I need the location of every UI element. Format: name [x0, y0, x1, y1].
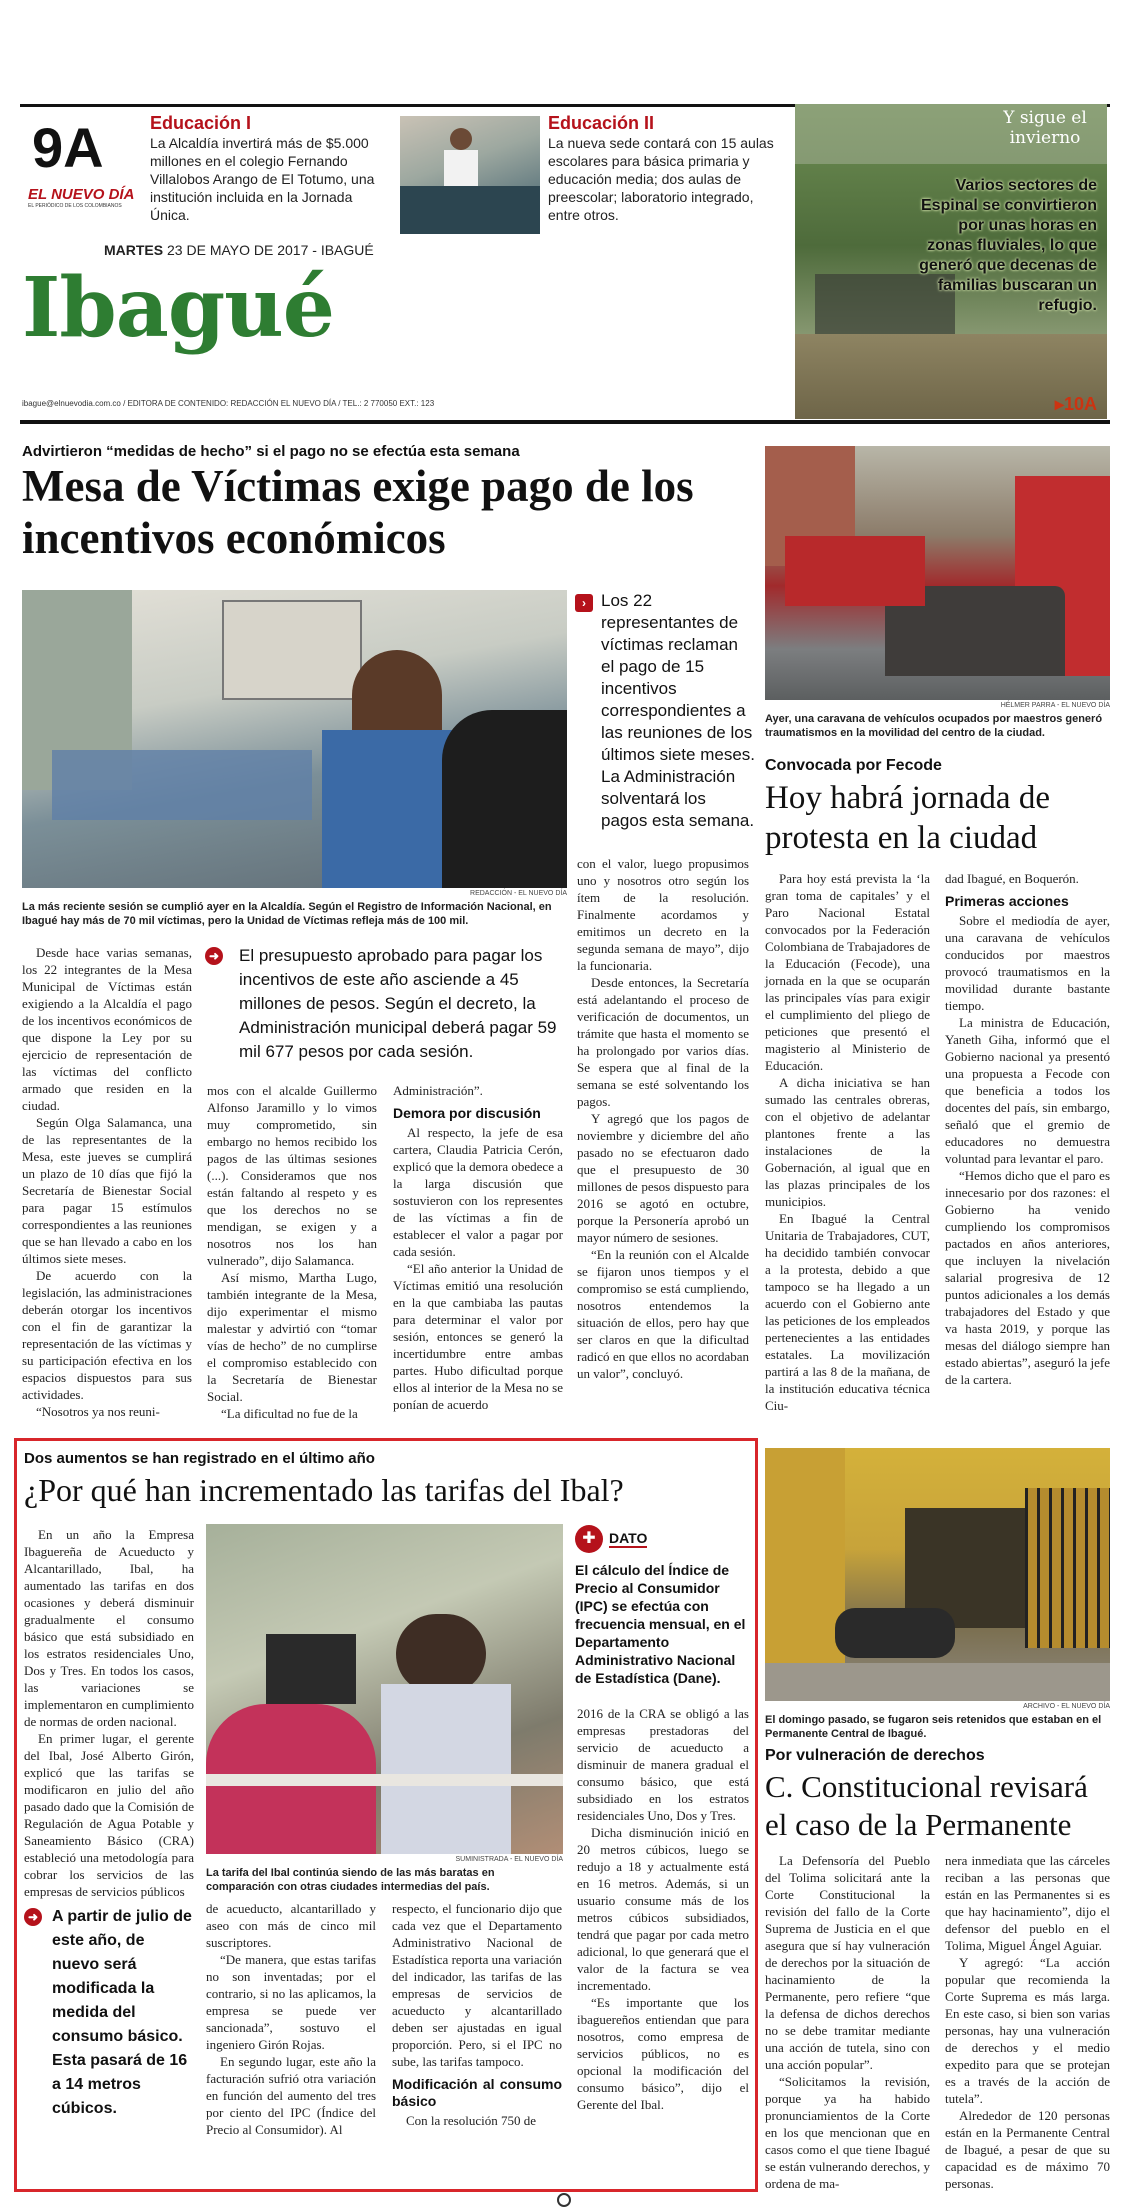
story3-photo-credit: SUMINISTRADA - EL NUEVO DÍA: [455, 1856, 563, 1863]
side-teaser[interactable]: [795, 104, 1107, 419]
date-line: MARTES 23 DE MAYO DE 2017 - IBAGUÉ: [104, 242, 374, 258]
story2-column-2: dad Ibagué, en Boquerón. Primeras acciones Sobre el mediodía de ayer, una caravana de vehículos conducidos por maestros provocó traumatismos en la movilidad durante bastante tiempo. La ministra de Educación, Yaneth Giha, informó que el Gobierno nacional ya presentó una propuesta a Fecode con que beneficia a todos los docentes del país, sin embargo, señaló que el gremio de educadores no demuestra voluntad para levantar el paro. “Hemos dicho que el paro es innecesario por dos razones: el Gobierno ha venido cumpliendo los compromisos pactados en años anteriores, que incluyen la nivelación salarial progresiva de 12 puntos adicionales a los demás trabajadores del Estado y que va hasta 2019, y porque las mesas del diálogo siempre han estado abiertas”, aseguró la jefe de la cartera.: [945, 871, 1110, 1387]
story2-photo-credit: HÉLMER PARRA - EL NUEVO DÍA: [1000, 702, 1110, 709]
dato-label: DATO: [609, 1530, 648, 1546]
story1-column-4: con el valor, luego propusimos uno y nosotros otro según los ítem de la resolución. Finalmente acordamos y emitimos un decreto en la segunda semana de mayo”, dijo la funcionaria. Desde entonces, la Secretaría está adelantando el proceso de verificación de documentos, un trámite que hasta el momento se ha prolongado por varios días. Se espera que al final de la semana se esté solventando los pagos. Y agregó que los pagos de noviembre y diciembre del año pasado no se efectuaron dado que el presupuesto de 30 millones de pesos dispuesto para 2016 se agotó en octubre, porque la Personería aprobó un mayor número de sesiones. “En la reunión con el Alcalde se fijaron unos tiempos y el compromiso se está cumpliendo, nosotros entendemos la situación de ellos, pero hay que ser claros en que la dificultad radicó en que ellos no acordaban un valor”, concluyó.: [577, 856, 749, 1381]
story3-photo: [206, 1524, 563, 1854]
story2-kicker: Convocada por Fecode: [765, 757, 942, 774]
story4-photo-credit: ARCHIVO - EL NUEVO DÍA: [1023, 1703, 1110, 1710]
story1-highlight: › Los 22 representantes de víctimas reclaman el pago de 15 incentivos correspondientes a las reuniones de los últimos siete meses. La Administración solventará los pagos esta semana.: [575, 590, 755, 832]
section-title: Ibagué: [22, 260, 334, 356]
story1-column-1: Desde hace varias semanas, los 22 integrantes de la Mesa Municipal de Víctimas están exigiendo a la Alcaldía el pago de los incentivos económicos de que dispone la Ley por su ejercicio de representación de las víctimas del conflicto armado que residen en la ciudad. Según Olga Salamanca, una de las representantes de la Mesa, este jueves se cumplirá un plazo de 10 días que fijó la Secretaría de Bienestar Social para pagar 15 estímulos correspondientes a las reuniones que se han llevado a cabo en los últimos siete meses. De acuerdo con la legislación, las administraciones deberán otorgar los incentivos con el fin de garantizar la representación de las víctimas y su participación efectiva en los espacios dispuestos para sus actividades. “Nosotros ya nos reuni-: [22, 945, 192, 1419]
story3-photo-caption: La tarifa del Ibal continúa siendo de las más baratas en comparación con otras ciudades intermedias del país.: [206, 1867, 495, 1893]
story3-column-3: respecto, el funcionario dijo que cada vez que el Departamento Administrativo Nacional de Estadística reporta una variación del indicador, las tarifas de las empresas de servicios de acueducto y alcantarillado deben ser ajustadas en igual proporción. Pero, si el IPC no sube, las tarifas tampoco. Modificación al consumo básico Con la resolución 750 de: [392, 1901, 563, 2128]
story1-photo-caption: La más reciente sesión se cumplió ayer en la Alcaldía. Según el Registro de Información Nacional, en Ibagué hay más de 70 mil víctimas, pero la Unidad de Víctimas refleja más de 100 mil.: [22, 901, 552, 927]
arrow-icon: ➜: [24, 1908, 42, 1926]
story1-photo: [22, 590, 567, 888]
story4-kicker: Por vulneración de derechos: [765, 1747, 985, 1764]
registration-mark: [557, 2193, 571, 2207]
teaser-photo: [400, 116, 540, 234]
story1-column-2: mos con el alcalde Guillermo Alfonso Jaramillo y lo vimos muy comprometido, sin embargo no hemos recibido los pagos de las últimas sesiones (...). Consideramos que nos están faltando al respeto y es que los derechos no se mendigan, se exigen y a nosotros nos los han vulnerado”, dijo Salamanca. Así mismo, Martha Lugo, también integrante de la Mesa, dijo experimentar el mismo malestar y advirtió con “tomar vías de hecho” de no cumplirse el compromiso establecido con la Secretaría de Bienestar Social. “La dificultad no fue de la: [207, 1083, 377, 1421]
story1-column-3: Administración”. Demora por discusión Al respecto, la jefe de esa cartera, Claudia Patricia Cerón, explicó que la demora obedece a la larga discusión que sostuvieron con los representes de las víctimas a fin de establecer el valor a pagar por cada sesión. “El año anterior la Unidad de Víctimas emitió una resolución en la que cambiaba las pautas para determinar el valor por sesión, entonces se generó la incertidumbre entre ambas partes. Hubo dificultad porque ellos al interior de la Mesa no se ponían de acuerdo: [393, 1083, 563, 1412]
story2-photo-caption: Ayer, una caravana de vehículos ocupados por maestros generó traumatismos en la movilidad del centro de la ciudad.: [765, 713, 1103, 739]
teaser-educacion-2[interactable]: [548, 112, 788, 224]
story3-kicker: Dos aumentos se han registrado en el último año: [24, 1450, 375, 1467]
subhead: Primeras acciones: [945, 893, 1069, 909]
header-bottom-rule: [20, 420, 1110, 424]
subhead: Demora por discusión: [393, 1105, 541, 1121]
story1-headline: Mesa de Víctimas exige pago de los incentivos económicos: [22, 461, 694, 563]
story4-headline: C. Constitucional revisará el caso de la Permanente: [765, 1769, 1088, 1842]
teaser-title: Educación I: [150, 113, 252, 133]
side-ref[interactable]: ▸10A: [1054, 394, 1097, 414]
story3-headline: ¿Por qué han incrementado las tarifas del Ibal?: [24, 1472, 624, 1508]
story3-column-2: de acueducto, alcantarillado y aseo con más de cinco mil suscriptores. “De manera, que estas tarifas no son inventadas; por el contrario, si no las aplicamos, la empresa se puede ver sancionada”, sostuvo el ingeniero Girón Rojas. En segundo lugar, este año la facturación sufrió otra variación en función del aumento del tres por ciento del IPC (Índice del Precio al Consumidor). Al: [206, 1901, 376, 2137]
story2-headline: Hoy habrá jornada de protesta en la ciudad: [765, 780, 1050, 856]
teaser-title: Educación II: [548, 113, 655, 133]
story4-photo: [765, 1448, 1110, 1701]
story3-pullquote: ➜ A partir de julio de este año, de nuevo será modificada la medida del consumo básico. Esta pasará de 16 a 14 metros cúbicos.: [24, 1905, 194, 2121]
teaser-text: La nueva sede contará con 15 aulas escolares para básica primaria y educación media; dos aulas de preescolar; laboratorio integrado, entre otros.: [548, 135, 774, 223]
story4-column-2: nera inmediata que las cárceles reciban a las personas que están en las Permanentes si es que hay hacinamiento”, dijo el defensor del pueblo en el Tolima, Miguel Ángel Aguiar. Y agregó: “La acción popular que recomienda la Corte Suprema es más larga. En este caso, si bien son varias personas, hay una vulneración de derechos y el medio expedito para que se protejan es a través de la acción de tutela”. Alrededor de 120 personas están en la Permanente Central de Ibagué, a pesar de que su capacidad es de máximo 70 personas.: [945, 1853, 1110, 2191]
teaser-text: La Alcaldía invertirá más de $5.000 millones en el colegio Fernando Villalobos Arango de El Totumo, una institución incluida en la Jornada Única.: [150, 135, 375, 223]
story1-kicker: Advirtieron “medidas de hecho” si el pago no se efectúa esta semana: [22, 443, 520, 460]
dato-box: [575, 1525, 749, 1687]
subhead: Modificación al consumo básico: [392, 2076, 562, 2109]
side-text: Varios sectores de Espinal se convirtieron por unas horas en zonas fluviales, lo que generó que decenas de familias buscaran un refugio.: [919, 177, 1097, 314]
story3-column-1: En un año la Empresa Ibaguereña de Acueducto y Alcantarillado, Ibal, ha aumentado las tarifas en dos ocasiones y deberá disminuir gradualmente el consumo básico que está subsidiado en los estratos residenciales Uno, Dos y Tres. En todos los casos, las variaciones se implementaron en cumplimiento de normas de orden nacional. En primer lugar, el gerente del Ibal, José Alberto Girón, explicó que las tarifas se modificaron en julio del año pasado dado que la Comisión de Regulación de Agua Potable y Saneamiento Básico (CRA) estableció una metodología para cobrar los servicios de las empresas de servicios públicos: [24, 1527, 194, 1899]
story1-pullquote: ➜ El presupuesto aprobado para pagar los incentivos de este año asciende a 45 millones de pesos. Según el decreto, la Administración municipal deberá pagar 59 mil 677 pesos por cada sesión.: [205, 944, 570, 1064]
side-kicker: Y sigue el invierno: [1003, 108, 1087, 148]
story3-column-4: 2016 de la CRA se obligó a las empresas prestadoras del servicio de acueducto a disminuir de manera gradual el consumo básico, que está subsidiado en los estratos residenciales Uno, Dos y Tres. Dicha disminución inició en 20 metros cúbicos, luego se redujo a 18 y actualmente está en 16 metros. Además, si un usuario consume más de los metros cúbicos subsidiados, tendrá que pagar por cada metro adicional, lo que generará que el valor de la factura se vea incrementado. “Es importante que los ibaguereños entiendan que para nosotros, como empresa de servicios públicos, no es opcional la modificación del consumo básico”, dijo el Gerente del Ibal.: [577, 1706, 749, 2112]
newspaper-logo: EL NUEVO DÍA EL PERIÓDICO DE LOS COLOMBIANOS: [28, 186, 135, 209]
story2-column-1: Para hoy está prevista la ‘la gran toma de capitales’ y el Paro Nacional Estatal convocados por la Federación Colombiana de Trabajadores de la Educación (Fecode), una jornada en la que se ocuparán las principales vías para exigir el cumplimiento del pliego de peticiones que presentó el magisterio al Ministerio de Educación. A dicha iniciativa se han sumado las centrales obreras, con el objetivo de adelantar plantones frente a las instalaciones de la Gobernación, al igual que en las plazas principales de los municipios. En Ibagué la Central Unitaria de Trabajadores, CUT, ha decidido también convocar a la protesta, debido a que tampoco se ha llegado a un acuerdo con el Gobierno ante las peticiones de los empleados pertenecientes a las entidades estatales. La movilización partirá a las 8 de la mañana, de la institución educativa técnica Ciu-: [765, 871, 930, 1413]
arrow-icon: ›: [575, 594, 593, 612]
page-number: 9A: [32, 116, 104, 179]
story4-photo-caption: El domingo pasado, se fugaron seis retenidos que estaban en el Permanente Central de Ibagué.: [765, 1714, 1102, 1740]
story1-photo-credit: REDACCIÓN - EL NUEVO DÍA: [470, 890, 567, 897]
puzzle-icon: ✚: [575, 1525, 603, 1553]
dato-text: El cálculo del Índice de Precio al Consumidor (IPC) se efectúa con frecuencia mensual, en el Departamento Administrativo Nacional de Estadística (Dane).: [575, 1562, 746, 1686]
contact-line: ibague@elnuevodia.com.co / EDITORA DE CONTENIDO: REDACCIÓN EL NUEVO DÍA / TEL.: 2 770050 EXT.: 123: [22, 399, 435, 408]
teaser-educacion-1[interactable]: [150, 112, 395, 224]
arrow-icon: ➜: [205, 947, 223, 965]
story4-column-1: La Defensoría del Pueblo del Tolima solicitará ante la Corte Constitucional la revisión del fallo de la Corte Suprema de Justicia en el que asegura que sí hay vulneración de derechos por la situación de hacinamiento de la Permanente, pero refiere “que la defensa de dichos derechos no se debe tramitar mediante una acción de tutela, sino con una acción popular”. “Solicitamos la revisión, porque ya ha habido pronunciamientos de la Corte en los que mencionan que en casos como el que tiene Ibagué se están vulnerando derechos, y ordena de ma-: [765, 1853, 930, 2191]
story2-photo: [765, 446, 1110, 700]
